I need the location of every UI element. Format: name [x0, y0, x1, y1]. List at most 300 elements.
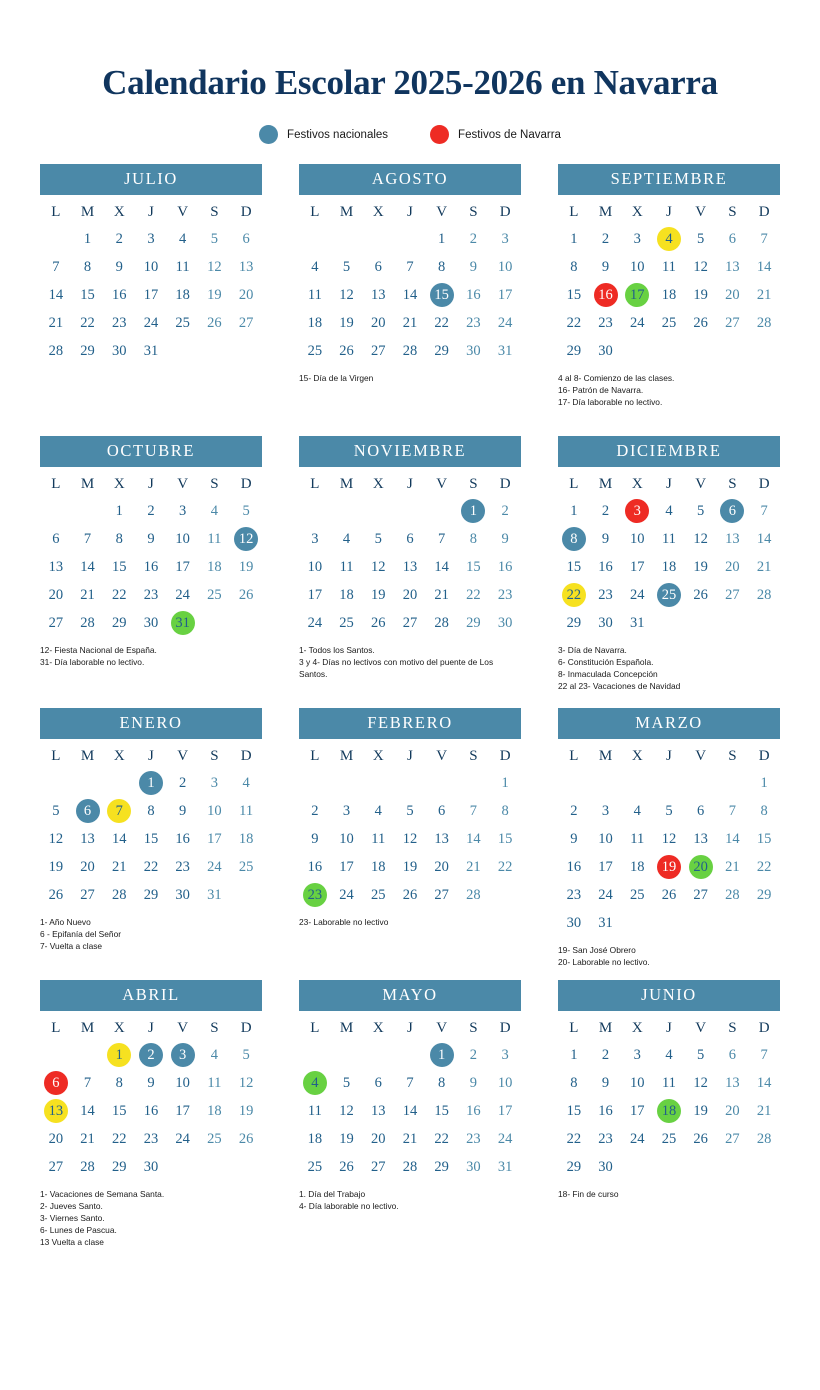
day-cell[interactable]: 7: [52, 259, 60, 276]
day-cell[interactable]: 23: [466, 315, 481, 332]
day-cell[interactable]: 29: [112, 615, 127, 632]
day-cell[interactable]: 23: [598, 1131, 613, 1148]
day-cell[interactable]: 17: [207, 831, 222, 848]
day-cell[interactable]: 19: [207, 287, 222, 304]
day-cell[interactable]: 4: [374, 803, 382, 820]
day-cell[interactable]: 6: [76, 799, 100, 823]
day-cell[interactable]: 21: [756, 559, 772, 576]
day-cell[interactable]: 12: [339, 1103, 354, 1120]
day-cell[interactable]: 28: [756, 315, 772, 332]
day-cell[interactable]: 9: [147, 1075, 155, 1092]
day-cell[interactable]: 30: [598, 1159, 613, 1176]
day-cell[interactable]: 20: [371, 315, 386, 332]
day-cell[interactable]: 21: [756, 287, 772, 304]
day-cell[interactable]: 21: [48, 315, 64, 332]
day-cell[interactable]: 17: [143, 287, 159, 304]
day-cell[interactable]: 24: [207, 859, 222, 876]
day-cell[interactable]: 3: [601, 803, 610, 820]
day-cell[interactable]: 24: [497, 315, 513, 332]
day-cell[interactable]: 3: [311, 531, 319, 548]
day-cell[interactable]: 1: [570, 503, 578, 520]
day-cell[interactable]: 4: [242, 775, 250, 792]
day-cell[interactable]: 3: [625, 499, 649, 523]
day-cell[interactable]: 9: [147, 531, 155, 548]
day-cell[interactable]: 13: [44, 1099, 68, 1123]
day-cell[interactable]: 3: [147, 231, 155, 248]
day-cell[interactable]: 13: [725, 531, 740, 548]
day-cell[interactable]: 10: [175, 531, 190, 548]
day-cell[interactable]: 11: [630, 831, 645, 848]
day-cell[interactable]: 15: [566, 287, 582, 304]
day-cell[interactable]: 13: [80, 831, 95, 848]
day-cell[interactable]: 12: [339, 287, 354, 304]
day-cell[interactable]: 13: [725, 259, 740, 276]
day-cell[interactable]: 22: [434, 315, 449, 332]
day-cell[interactable]: 19: [693, 287, 708, 304]
day-cell[interactable]: 15: [434, 1103, 449, 1120]
day-cell[interactable]: 16: [143, 559, 159, 576]
day-cell[interactable]: 30: [112, 343, 127, 360]
day-cell[interactable]: 15: [143, 831, 159, 848]
day-cell[interactable]: 14: [434, 559, 449, 576]
day-cell[interactable]: 2: [139, 1043, 163, 1067]
day-cell[interactable]: 21: [402, 315, 418, 332]
day-cell[interactable]: 2: [179, 775, 187, 792]
day-cell[interactable]: 2: [501, 503, 509, 520]
day-cell[interactable]: 10: [497, 1075, 513, 1092]
day-cell[interactable]: 18: [339, 587, 354, 604]
day-cell[interactable]: 12: [48, 831, 64, 848]
day-cell[interactable]: 9: [601, 259, 610, 276]
day-cell[interactable]: 31: [497, 1159, 513, 1176]
day-cell[interactable]: 9: [601, 531, 610, 548]
day-cell[interactable]: 22: [562, 583, 586, 607]
day-cell[interactable]: 17: [307, 587, 323, 604]
day-cell[interactable]: 27: [371, 1159, 386, 1176]
day-cell[interactable]: 21: [725, 859, 740, 876]
day-cell[interactable]: 22: [80, 315, 95, 332]
day-cell[interactable]: 25: [175, 315, 190, 332]
day-cell[interactable]: 20: [371, 1131, 386, 1148]
day-cell[interactable]: 7: [760, 503, 768, 520]
day-cell[interactable]: 16: [566, 859, 582, 876]
day-cell[interactable]: 30: [497, 615, 513, 632]
day-cell[interactable]: 13: [693, 831, 708, 848]
day-cell[interactable]: 2: [570, 803, 578, 820]
day-cell[interactable]: 8: [570, 1075, 578, 1092]
day-cell[interactable]: 29: [434, 343, 449, 360]
day-cell[interactable]: 13: [725, 1075, 740, 1092]
day-cell[interactable]: 29: [566, 615, 582, 632]
day-cell[interactable]: 2: [601, 503, 610, 520]
day-cell[interactable]: 20: [725, 287, 740, 304]
day-cell[interactable]: 3: [210, 775, 218, 792]
day-cell[interactable]: 22: [466, 587, 481, 604]
day-cell[interactable]: 5: [697, 503, 705, 520]
day-cell[interactable]: 22: [497, 859, 513, 876]
day-cell[interactable]: 15: [112, 1103, 127, 1120]
day-cell[interactable]: 23: [598, 587, 613, 604]
day-cell[interactable]: 18: [207, 559, 222, 576]
day-cell[interactable]: 11: [239, 803, 254, 820]
day-cell[interactable]: 2: [311, 803, 319, 820]
day-cell[interactable]: 22: [143, 859, 159, 876]
day-cell[interactable]: 10: [497, 259, 513, 276]
day-cell[interactable]: 6: [44, 1071, 68, 1095]
day-cell[interactable]: 11: [307, 1103, 322, 1120]
day-cell[interactable]: 8: [438, 1075, 446, 1092]
day-cell[interactable]: 4: [303, 1071, 327, 1095]
day-cell[interactable]: 6: [720, 499, 744, 523]
day-cell[interactable]: 25: [339, 615, 354, 632]
day-cell[interactable]: 27: [238, 315, 254, 332]
day-cell[interactable]: 27: [371, 343, 386, 360]
day-cell[interactable]: 15: [566, 1103, 582, 1120]
day-cell[interactable]: 14: [466, 831, 481, 848]
day-cell[interactable]: 10: [339, 831, 354, 848]
day-cell[interactable]: 7: [83, 1075, 92, 1092]
day-cell[interactable]: 18: [307, 315, 323, 332]
day-cell[interactable]: 18: [371, 859, 386, 876]
day-cell[interactable]: 19: [371, 587, 386, 604]
day-cell[interactable]: 18: [657, 1099, 681, 1123]
day-cell[interactable]: 23: [175, 859, 190, 876]
day-cell[interactable]: 24: [630, 315, 645, 332]
day-cell[interactable]: 12: [238, 1075, 254, 1092]
day-cell[interactable]: 12: [402, 831, 418, 848]
day-cell[interactable]: 28: [725, 887, 740, 904]
day-cell[interactable]: 23: [143, 1131, 159, 1148]
day-cell[interactable]: 30: [143, 615, 159, 632]
day-cell[interactable]: 11: [307, 287, 322, 304]
day-cell[interactable]: 22: [112, 587, 127, 604]
day-cell[interactable]: 8: [147, 803, 155, 820]
day-cell[interactable]: 17: [497, 1103, 513, 1120]
day-cell[interactable]: 23: [598, 315, 613, 332]
day-cell[interactable]: 29: [112, 1159, 127, 1176]
day-cell[interactable]: 25: [307, 343, 323, 360]
day-cell[interactable]: 22: [566, 1131, 582, 1148]
day-cell[interactable]: 5: [697, 1047, 705, 1064]
day-cell[interactable]: 17: [630, 1103, 645, 1120]
day-cell[interactable]: 17: [598, 859, 613, 876]
day-cell[interactable]: 13: [48, 559, 64, 576]
day-cell[interactable]: 16: [598, 1103, 613, 1120]
day-cell[interactable]: 7: [438, 531, 446, 548]
day-cell[interactable]: 1: [430, 1043, 454, 1067]
day-cell[interactable]: 14: [725, 831, 740, 848]
day-cell[interactable]: 11: [661, 1075, 676, 1092]
day-cell[interactable]: 3: [342, 803, 351, 820]
day-cell[interactable]: 17: [339, 859, 354, 876]
day-cell[interactable]: 16: [175, 831, 190, 848]
day-cell[interactable]: 27: [80, 887, 95, 904]
day-cell[interactable]: 27: [725, 587, 740, 604]
day-cell[interactable]: 2: [601, 1047, 610, 1064]
day-cell[interactable]: 18: [307, 1131, 323, 1148]
day-cell[interactable]: 4: [179, 231, 187, 248]
day-cell[interactable]: 29: [566, 1159, 582, 1176]
day-cell[interactable]: 26: [661, 887, 677, 904]
day-cell[interactable]: 16: [112, 287, 127, 304]
day-cell[interactable]: 4: [657, 227, 681, 251]
day-cell[interactable]: 16: [598, 559, 613, 576]
day-cell[interactable]: 27: [48, 615, 64, 632]
day-cell[interactable]: 26: [693, 1131, 708, 1148]
day-cell[interactable]: 1: [438, 231, 446, 248]
day-cell[interactable]: 5: [342, 1075, 351, 1092]
day-cell[interactable]: 6: [728, 1047, 736, 1064]
day-cell[interactable]: 19: [339, 1131, 354, 1148]
day-cell[interactable]: 13: [371, 287, 386, 304]
day-cell[interactable]: 1: [83, 231, 92, 248]
day-cell[interactable]: 25: [661, 315, 677, 332]
day-cell[interactable]: 10: [630, 531, 645, 548]
day-cell[interactable]: 15: [756, 831, 772, 848]
day-cell[interactable]: 11: [339, 559, 354, 576]
day-cell[interactable]: 1: [461, 499, 485, 523]
day-cell[interactable]: 3: [171, 1043, 195, 1067]
day-cell[interactable]: 10: [207, 803, 222, 820]
day-cell[interactable]: 31: [143, 343, 159, 360]
day-cell[interactable]: 19: [238, 1103, 254, 1120]
day-cell[interactable]: 18: [661, 559, 677, 576]
day-cell[interactable]: 19: [657, 855, 681, 879]
day-cell[interactable]: 2: [147, 503, 155, 520]
day-cell[interactable]: 1: [107, 1043, 131, 1067]
day-cell[interactable]: 28: [402, 343, 418, 360]
day-cell[interactable]: 6: [697, 803, 705, 820]
day-cell[interactable]: 18: [207, 1103, 222, 1120]
day-cell[interactable]: 12: [693, 259, 708, 276]
day-cell[interactable]: 10: [307, 559, 323, 576]
day-cell[interactable]: 12: [371, 559, 386, 576]
day-cell[interactable]: 22: [434, 1131, 449, 1148]
day-cell[interactable]: 23: [566, 887, 582, 904]
day-cell[interactable]: 26: [693, 315, 708, 332]
day-cell[interactable]: 8: [115, 531, 123, 548]
day-cell[interactable]: 17: [625, 283, 649, 307]
day-cell[interactable]: 15: [466, 559, 481, 576]
day-cell[interactable]: 4: [665, 503, 673, 520]
day-cell[interactable]: 6: [374, 259, 382, 276]
day-cell[interactable]: 6: [438, 803, 446, 820]
day-cell[interactable]: 11: [207, 1075, 222, 1092]
day-cell[interactable]: 27: [693, 887, 708, 904]
day-cell[interactable]: 22: [566, 315, 582, 332]
day-cell[interactable]: 14: [80, 1103, 95, 1120]
day-cell[interactable]: 17: [175, 1103, 190, 1120]
day-cell[interactable]: 14: [112, 831, 127, 848]
day-cell[interactable]: 29: [143, 887, 159, 904]
day-cell[interactable]: 25: [307, 1159, 323, 1176]
day-cell[interactable]: 16: [497, 559, 513, 576]
day-cell[interactable]: 17: [497, 287, 513, 304]
day-cell[interactable]: 14: [756, 1075, 772, 1092]
day-cell[interactable]: 15: [80, 287, 95, 304]
day-cell[interactable]: 9: [469, 1075, 477, 1092]
day-cell[interactable]: 5: [665, 803, 673, 820]
day-cell[interactable]: 10: [598, 831, 613, 848]
day-cell[interactable]: 20: [80, 859, 95, 876]
day-cell[interactable]: 1: [570, 231, 578, 248]
day-cell[interactable]: 9: [311, 831, 319, 848]
day-cell[interactable]: 26: [207, 315, 222, 332]
day-cell[interactable]: 25: [630, 887, 645, 904]
day-cell[interactable]: 25: [657, 583, 681, 607]
day-cell[interactable]: 2: [469, 231, 477, 248]
day-cell[interactable]: 8: [115, 1075, 123, 1092]
day-cell[interactable]: 21: [112, 859, 127, 876]
day-cell[interactable]: 14: [80, 559, 95, 576]
day-cell[interactable]: 7: [760, 1047, 768, 1064]
day-cell[interactable]: 2: [601, 231, 610, 248]
day-cell[interactable]: 24: [307, 615, 323, 632]
day-cell[interactable]: 27: [48, 1159, 64, 1176]
day-cell[interactable]: 4: [665, 1047, 673, 1064]
day-cell[interactable]: 20: [48, 587, 64, 604]
day-cell[interactable]: 8: [760, 803, 768, 820]
day-cell[interactable]: 13: [371, 1103, 386, 1120]
day-cell[interactable]: 16: [594, 283, 618, 307]
day-cell[interactable]: 26: [238, 587, 254, 604]
day-cell[interactable]: 13: [434, 831, 449, 848]
day-cell[interactable]: 12: [234, 527, 258, 551]
day-cell[interactable]: 3: [501, 1047, 509, 1064]
day-cell[interactable]: 22: [112, 1131, 127, 1148]
day-cell[interactable]: 7: [83, 531, 92, 548]
day-cell[interactable]: 31: [630, 615, 645, 632]
day-cell[interactable]: 12: [693, 1075, 708, 1092]
day-cell[interactable]: 5: [242, 503, 250, 520]
day-cell[interactable]: 8: [501, 803, 509, 820]
day-cell[interactable]: 6: [728, 231, 736, 248]
day-cell[interactable]: 26: [48, 887, 64, 904]
day-cell[interactable]: 28: [434, 615, 449, 632]
day-cell[interactable]: 14: [756, 531, 772, 548]
day-cell[interactable]: 28: [756, 587, 772, 604]
day-cell[interactable]: 20: [689, 855, 713, 879]
day-cell[interactable]: 27: [402, 615, 418, 632]
day-cell[interactable]: 24: [497, 1131, 513, 1148]
day-cell[interactable]: 8: [469, 531, 477, 548]
day-cell[interactable]: 20: [725, 1103, 740, 1120]
day-cell[interactable]: 6: [52, 531, 60, 548]
day-cell[interactable]: 14: [756, 259, 772, 276]
day-cell[interactable]: 6: [406, 531, 414, 548]
day-cell[interactable]: 15: [497, 831, 513, 848]
day-cell[interactable]: 4: [210, 1047, 218, 1064]
day-cell[interactable]: 6: [374, 1075, 382, 1092]
day-cell[interactable]: 10: [175, 1075, 190, 1092]
day-cell[interactable]: 25: [661, 1131, 677, 1148]
day-cell[interactable]: 28: [80, 1159, 95, 1176]
day-cell[interactable]: 20: [238, 287, 254, 304]
day-cell[interactable]: 27: [725, 1131, 740, 1148]
day-cell[interactable]: 5: [52, 803, 60, 820]
day-cell[interactable]: 4: [342, 531, 351, 548]
day-cell[interactable]: 24: [630, 1131, 645, 1148]
day-cell[interactable]: 17: [630, 559, 645, 576]
day-cell[interactable]: 3: [633, 1047, 641, 1064]
day-cell[interactable]: 21: [402, 1131, 418, 1148]
day-cell[interactable]: 19: [693, 559, 708, 576]
day-cell[interactable]: 26: [339, 1159, 354, 1176]
day-cell[interactable]: 24: [175, 1131, 190, 1148]
day-cell[interactable]: 9: [115, 259, 123, 276]
day-cell[interactable]: 9: [570, 831, 578, 848]
day-cell[interactable]: 15: [566, 559, 582, 576]
day-cell[interactable]: 29: [80, 343, 95, 360]
day-cell[interactable]: 21: [434, 587, 449, 604]
day-cell[interactable]: 31: [497, 343, 513, 360]
day-cell[interactable]: 13: [238, 259, 254, 276]
day-cell[interactable]: 28: [48, 343, 64, 360]
day-cell[interactable]: 19: [238, 559, 254, 576]
day-cell[interactable]: 5: [374, 531, 382, 548]
day-cell[interactable]: 12: [661, 831, 677, 848]
day-cell[interactable]: 9: [179, 803, 187, 820]
day-cell[interactable]: 7: [760, 231, 768, 248]
day-cell[interactable]: 11: [661, 531, 676, 548]
day-cell[interactable]: 8: [570, 259, 578, 276]
day-cell[interactable]: 11: [371, 831, 386, 848]
day-cell[interactable]: 31: [598, 915, 613, 932]
day-cell[interactable]: 5: [242, 1047, 250, 1064]
day-cell[interactable]: 18: [661, 287, 677, 304]
day-cell[interactable]: 7: [406, 259, 414, 276]
day-cell[interactable]: 19: [339, 315, 354, 332]
day-cell[interactable]: 8: [562, 527, 586, 551]
day-cell[interactable]: 11: [207, 531, 222, 548]
day-cell[interactable]: 2: [469, 1047, 477, 1064]
day-cell[interactable]: 18: [238, 831, 254, 848]
day-cell[interactable]: 24: [598, 887, 613, 904]
day-cell[interactable]: 21: [756, 1103, 772, 1120]
day-cell[interactable]: 23: [497, 587, 513, 604]
day-cell[interactable]: 31: [207, 887, 222, 904]
day-cell[interactable]: 14: [48, 287, 64, 304]
day-cell[interactable]: 16: [466, 1103, 481, 1120]
day-cell[interactable]: 17: [175, 559, 190, 576]
day-cell[interactable]: 7: [406, 1075, 414, 1092]
day-cell[interactable]: 5: [210, 231, 218, 248]
day-cell[interactable]: 20: [48, 1131, 64, 1148]
day-cell[interactable]: 12: [207, 259, 222, 276]
day-cell[interactable]: 25: [207, 1131, 222, 1148]
day-cell[interactable]: 19: [402, 859, 418, 876]
day-cell[interactable]: 16: [466, 287, 481, 304]
day-cell[interactable]: 30: [566, 915, 582, 932]
day-cell[interactable]: 23: [466, 1131, 481, 1148]
day-cell[interactable]: 21: [466, 859, 481, 876]
day-cell[interactable]: 20: [725, 559, 740, 576]
day-cell[interactable]: 24: [339, 887, 354, 904]
day-cell[interactable]: 24: [175, 587, 190, 604]
day-cell[interactable]: 14: [402, 1103, 418, 1120]
day-cell[interactable]: 30: [466, 343, 481, 360]
day-cell[interactable]: 3: [633, 231, 641, 248]
day-cell[interactable]: 24: [143, 315, 159, 332]
day-cell[interactable]: 18: [630, 859, 645, 876]
day-cell[interactable]: 5: [406, 803, 414, 820]
day-cell[interactable]: 1: [570, 1047, 578, 1064]
day-cell[interactable]: 28: [80, 615, 95, 632]
day-cell[interactable]: 25: [371, 887, 386, 904]
day-cell[interactable]: 23: [112, 315, 127, 332]
day-cell[interactable]: 27: [725, 315, 740, 332]
day-cell[interactable]: 1: [139, 771, 163, 795]
